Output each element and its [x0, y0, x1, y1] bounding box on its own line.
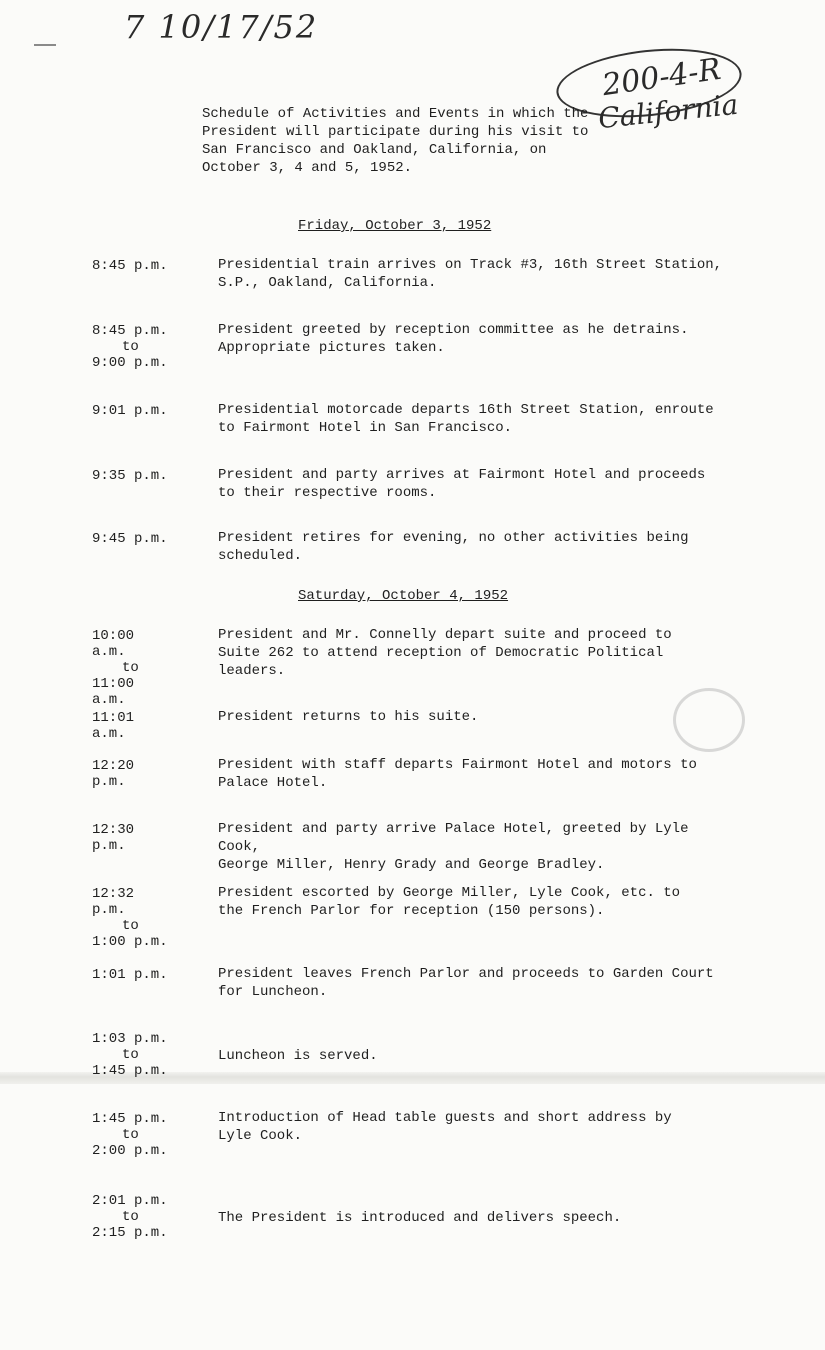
entry-description: The President is introduced and delivers speech.	[218, 1210, 622, 1226]
entry-time	[92, 323, 172, 371]
time-line: 12:30 p.m.	[92, 822, 135, 854]
document-title: Schedule of Activities and Events in which the President will participate during his visit to San Francisco and Oakland, California, on October 3, 4 and 5, 1952.	[202, 106, 589, 176]
entry-time	[92, 886, 172, 950]
entry-time	[92, 628, 172, 708]
entry-time	[92, 822, 172, 854]
entry-time	[92, 258, 172, 274]
entry-time	[92, 710, 172, 742]
time-line: 12:20 p.m.	[92, 758, 135, 790]
handwritten-state: California	[596, 87, 740, 136]
handwritten-date: 7 10/17/52	[124, 8, 319, 46]
time-line: 9:00 p.m.	[92, 355, 168, 371]
day-heading-friday: Friday, October 3, 1952	[298, 218, 492, 234]
entry-description: Presidential train arrives on Track #3, 16th Street Station, S.P., Oakland, California.	[218, 257, 723, 291]
time-line: 10:00 a.m.	[92, 628, 135, 660]
entry-description: President returns to his suite.	[218, 709, 479, 725]
entry-description: President retires for evening, no other activities being scheduled.	[218, 530, 689, 564]
time-line: 1:45 p.m.	[92, 1111, 168, 1127]
entry-time	[92, 758, 172, 790]
entry-description: Introduction of Head table guests and short address by Lyle Cook.	[218, 1110, 672, 1144]
time-line: to	[122, 1047, 139, 1063]
time-line: to	[122, 660, 139, 676]
time-line: 8:45 p.m.	[92, 258, 168, 274]
time-line: 1:03 p.m.	[92, 1031, 168, 1047]
entry-time	[92, 1111, 172, 1159]
entry-description: Luncheon is served.	[218, 1048, 378, 1064]
entry-time	[92, 1031, 172, 1079]
time-line: to	[122, 918, 139, 934]
entry-description: Presidential motorcade departs 16th Street Station, enroute to Fairmont Hotel in San Francisco.	[218, 402, 714, 436]
entry-description: President and party arrive Palace Hotel, greeted by Lyle Cook, George Miller, Henry Grady and George Bradley.	[218, 821, 689, 873]
entry-description: President greeted by reception committee as he detrains. Appropriate pictures taken.	[218, 322, 689, 356]
entry-description: President and party arrives at Fairmont Hotel and proceeds to their respective rooms.	[218, 467, 706, 501]
handwritten-file-number: 200-4-R	[600, 51, 724, 104]
time-line: 9:01 p.m.	[92, 403, 168, 419]
time-line: 2:01 p.m.	[92, 1193, 168, 1209]
time-line: to	[122, 1127, 139, 1143]
time-line: 2:15 p.m.	[92, 1225, 168, 1241]
time-line: to	[122, 1209, 139, 1225]
time-line: 8:45 p.m.	[92, 323, 168, 339]
time-line: 12:32 p.m.	[92, 886, 135, 918]
time-line: 9:45 p.m.	[92, 531, 168, 547]
entry-description: President and Mr. Connelly depart suite and proceed to Suite 262 to attend reception of Democratic Political leaders.	[218, 627, 672, 679]
time-line: 1:00 p.m.	[92, 934, 168, 950]
time-line: 9:35 p.m.	[92, 468, 168, 484]
day-heading-saturday: Saturday, October 4, 1952	[298, 588, 509, 604]
entry-description: President escorted by George Miller, Lyle Cook, etc. to the French Parlor for reception (150 persons).	[218, 885, 681, 919]
time-line: to	[122, 339, 139, 355]
time-line: 11:00 a.m.	[92, 676, 135, 708]
entry-time	[92, 1193, 172, 1241]
entry-time	[92, 403, 172, 419]
entry-time	[92, 967, 172, 983]
time-line: 2:00 p.m.	[92, 1143, 168, 1159]
entry-time	[92, 531, 172, 547]
pencil-mark	[34, 44, 56, 46]
time-line: 1:45 p.m.	[92, 1063, 168, 1079]
time-line: 1:01 p.m.	[92, 967, 168, 983]
entry-description: President leaves French Parlor and proceeds to Garden Court for Luncheon.	[218, 966, 714, 1000]
time-line: 11:01 a.m.	[92, 710, 135, 742]
entry-time	[92, 468, 172, 484]
entry-description: President with staff departs Fairmont Hotel and motors to Palace Hotel.	[218, 757, 697, 791]
